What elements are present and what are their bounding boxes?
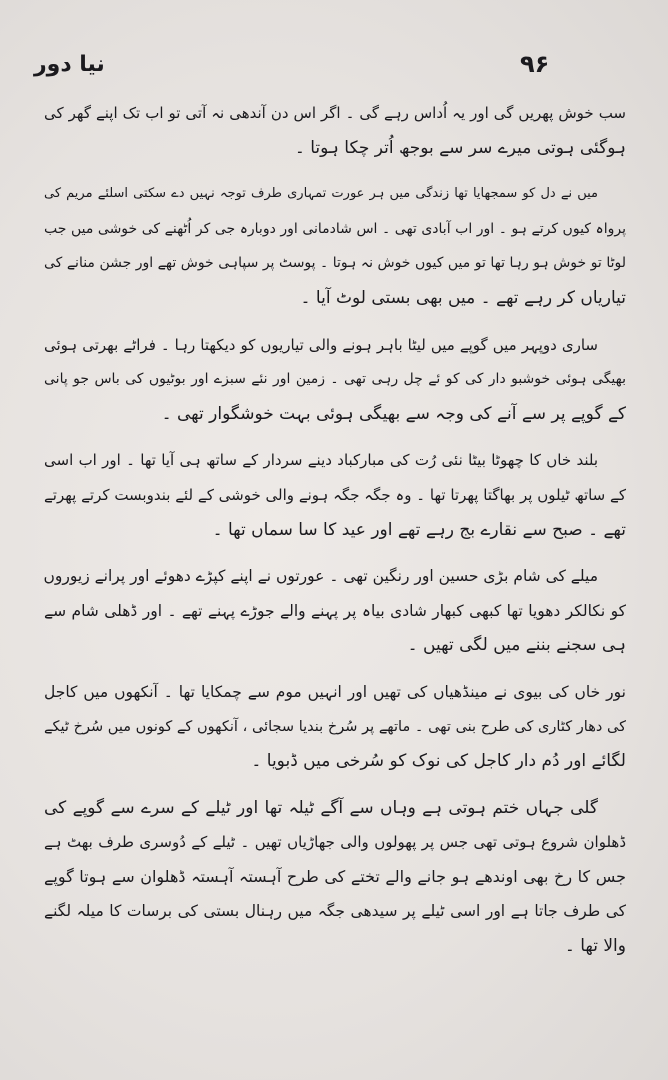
text-line: جس کا رخ بھی اوندھے ہو جانے والے تختے کی طرح آہستہ آہستہ ڈھلوان سے ہوتا گوپے <box>44 866 626 886</box>
paragraph <box>44 443 626 547</box>
text-line: تیاریاں کر رہے تھے ۔ میں بھی بستی لوٹ آیا ۔ <box>300 287 626 308</box>
text-line: میں نے دل کو سمجھایا تھا زندگی میں ہر عورت تمہاری طرف توجہ نہیں دے سکتی اسلئے مریم کی <box>44 186 598 202</box>
text-line: بلند خاں کا چھوٹا بیٹا نئی رُت کی مبارکباد دینے سردار کے ساتھ ہی آیا تھا ۔ اور اب اسی <box>44 451 598 470</box>
text-line: بھیگی ہوئی خوشبو دار کی کو ئے چل رہی تھی ۔ زمین اور نئے سبزے اور بوٹیوں کی باس جو پانی <box>44 371 626 388</box>
page-number: ۹۶ <box>520 50 550 78</box>
text-line: گلی جہاں ختم ہوتی ہے وہاں سے آگے ٹیلہ تھا اور ٹیلے کے سرے سے گوپے کی <box>44 797 598 818</box>
paragraph <box>44 96 626 165</box>
text-line: لگائے اور دُم دار کاجل کی نوک کو سُرخی میں ڈبویا ۔ <box>251 751 626 772</box>
paragraph <box>44 559 626 663</box>
text-line: والا تھا ۔ <box>564 936 626 957</box>
text-line: ہی سجنے بننے میں لگی تھیں ۔ <box>407 635 626 656</box>
text-line: کو نکالکر دھویا تھا کبھی کبھار شادی بیاہ پر پہنے والے جوڑے پہنے تھے ۔ اور ڈھلی شام سے <box>44 601 626 620</box>
text-line: کی طرف جاتا ہے اور اسی ٹیلے پر سیدھی جگہ میں رہنال بستی کی برسات کا میلہ لگنے <box>44 902 626 921</box>
paragraph <box>44 328 626 432</box>
running-title: نیا دور <box>34 52 105 77</box>
text-line: کی دھار کٹاری کی طرح بنی تھی ۔ ماتھے پر سُرخ بندیا سجائی ، آنکھوں کے کونوں میں سُرخ ٹیکے <box>44 718 626 735</box>
text-line: ساری دوپہر میں گوپے میں لیٹا باہر ہونے والی تیاریوں کو دیکھتا رہا ۔ فراٹے بھرتی ہوئی <box>44 335 598 354</box>
paragraph <box>44 675 626 779</box>
paragraph <box>44 177 626 315</box>
text-line: پرواہ کیوں کرتے ہو ۔ اور اب آبادی تھی ۔ اس شادمانی اور دوبارہ جی کر اُٹھنے کی خوشی میں جب <box>44 220 626 237</box>
text-line: تھے ۔ صبح سے نقارے بج رہے تھے اور عید کا سا سماں تھا ۔ <box>212 519 626 540</box>
text-line: لوٹا تو خوش ہو رہا تھا تو میں کیوں خوش نہ ہوتا ۔ پوسٹ پر سپاہی خوش تھے اور جشن منانے کی <box>44 255 626 272</box>
text-line: نور خاں کی بیوی نے مینڈھیاں کی تھیں اور انہیں موم سے چمکایا تھا ۔ آنکھوں میں کاجل <box>44 682 626 701</box>
text-line: میلے کی شام بڑی حسین اور رنگین تھی ۔ عورتوں نے اپنے کپڑے دھوئے اور پرانے زیوروں <box>44 567 598 586</box>
text-line: ہوگئی ہوتی میرے سر سے بوجھ اُتر چکا ہوتا ۔ <box>294 137 626 158</box>
text-line: کے گوپے پر سے آنے کی وجہ سے بھیگی ہوئی بہت خوشگوار تھی ۔ <box>161 403 626 424</box>
text-body <box>44 96 626 976</box>
text-line: ڈھلوان شروع ہوتی تھی جس پر پھولوں والی جھاڑیاں تھیں ۔ ٹیلے کے دُوسری طرف بھٹ ہے <box>44 833 626 852</box>
text-line: کے ساتھ ٹیلوں پر بھاگتا پھرتا تھا ۔ وہ جگہ جگہ ہونے والی خوشی کے لئے بندوبست کرتے پھرتے <box>44 485 626 504</box>
page-header <box>0 48 668 88</box>
paragraph <box>44 791 626 964</box>
text-line: سب خوش پھریں گی اور یہ اُداس رہے گی ۔ اگر اس دن آندھی نہ آتی تو اب تک اپنے گھر کی <box>44 104 626 122</box>
